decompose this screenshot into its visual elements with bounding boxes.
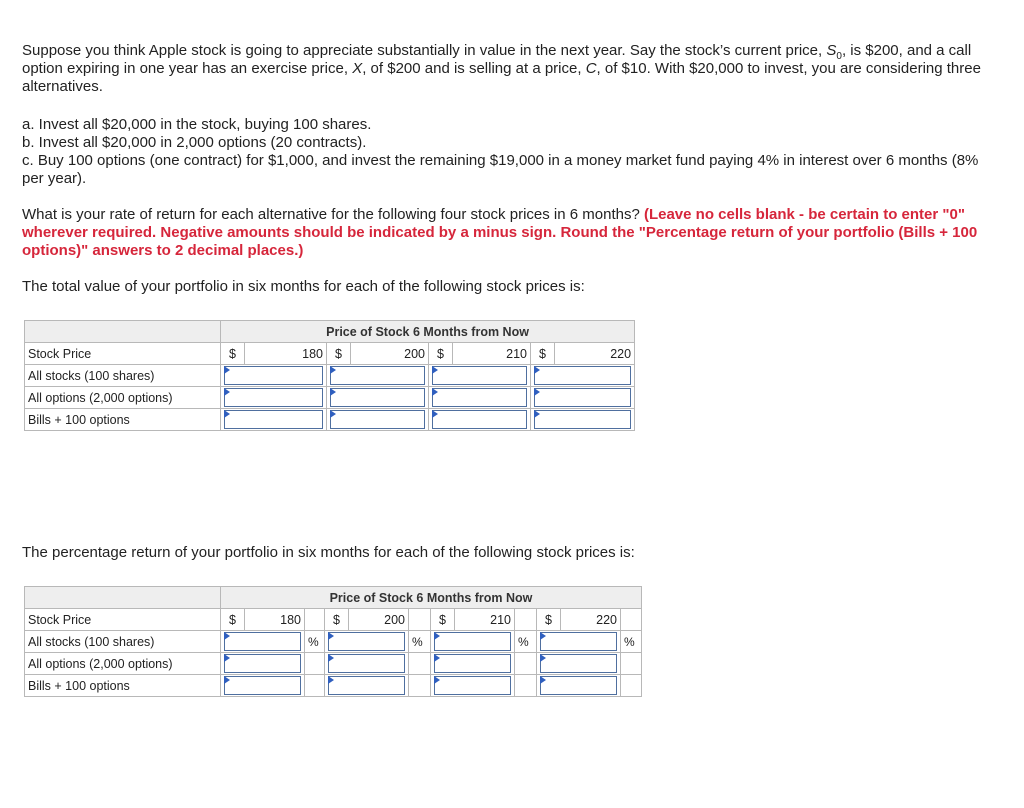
price-200: 200: [351, 343, 429, 365]
table-header: Price of Stock 6 Months from Now: [221, 587, 642, 609]
currency-symbol: $: [325, 609, 349, 631]
percent-sign: %: [409, 631, 431, 653]
row-label: All options (2,000 options): [25, 387, 221, 409]
price-210: 210: [453, 343, 531, 365]
row-label: All stocks (100 shares): [25, 365, 221, 387]
currency-symbol: $: [537, 609, 561, 631]
problem-intro: Suppose you think Apple stock is going to appreciate substantially in value in the next year. Say the stock’s current price, $S_0$, is $200, and a call option expiring in one year has an exercise price, X, of $200 and is selling at a price, C, of $10. With $20,000 to invest, you are considering three alternatives.: [22, 42, 981, 95]
value-input[interactable]: [224, 410, 323, 429]
value-input[interactable]: [432, 388, 527, 407]
currency-symbol: $: [221, 343, 245, 365]
table-header: Price of Stock 6 Months from Now: [221, 321, 635, 343]
value-table: [24, 320, 635, 431]
table-row: [25, 675, 642, 697]
instructions: (Leave no cells blank - be certain to enter "0" wherever required. Negative amounts should be indicated by a minus sign. Round the "Percentage return of your portfolio (Bills + 100 options)" answers to 2 decimal places.): [22, 206, 978, 259]
value-input[interactable]: [534, 366, 631, 385]
row-label: Stock Price: [25, 343, 221, 365]
currency-symbol: $: [327, 343, 351, 365]
percent-input[interactable]: [434, 676, 511, 695]
price-180: 180: [245, 609, 305, 631]
table-header-row: [25, 587, 642, 609]
alternative-c: c. Buy 100 options (one contract) for $1,000, and invest the remaining $19,000 in a money market fund paying 4% in interest over 6 months (8% per year).: [22, 152, 979, 187]
value-input[interactable]: [330, 410, 425, 429]
value-input[interactable]: [330, 388, 425, 407]
currency-symbol: $: [221, 609, 245, 631]
value-input[interactable]: [432, 410, 527, 429]
percent-input[interactable]: [224, 676, 301, 695]
price-220: 220: [555, 343, 635, 365]
alternative-b: b. Invest all $20,000 in 2,000 options (20 contracts).: [22, 134, 367, 151]
value-input[interactable]: [224, 366, 323, 385]
row-label: All stocks (100 shares): [25, 631, 221, 653]
price-200: 200: [349, 609, 409, 631]
row-label: All options (2,000 options): [25, 653, 221, 675]
percent-input[interactable]: [328, 676, 405, 695]
table-row: [25, 631, 642, 653]
currency-symbol: $: [429, 343, 453, 365]
row-label: Bills + 100 options: [25, 409, 221, 431]
percent-table: [24, 586, 642, 697]
alternative-a: a. Invest all $20,000 in the stock, buying 100 shares.: [22, 116, 372, 133]
price-220: 220: [561, 609, 621, 631]
currency-symbol: $: [431, 609, 455, 631]
table-row: [25, 365, 635, 387]
percent-input[interactable]: [328, 632, 405, 651]
row-label: Bills + 100 options: [25, 675, 221, 697]
table-row: [25, 409, 635, 431]
percent-input[interactable]: [224, 632, 301, 651]
stock-price-row: [25, 609, 642, 631]
value-input[interactable]: [330, 366, 425, 385]
percent-input[interactable]: [434, 654, 511, 673]
question: What is your rate of return for each alternative for the following four stock prices in 6 months? (Leave no cells blank - be certain to enter "0" wherever required. Negative amounts should be indicated by a minus sign. Round the "Percentage return of your portfolio (Bills + 100 options)" answers to 2 decimal places.): [22, 206, 978, 259]
percent-sign: %: [621, 631, 642, 653]
value-input[interactable]: [224, 388, 323, 407]
section-title-value: The total value of your portfolio in six months for each of the following stock prices is:: [22, 278, 585, 295]
currency-symbol: $: [531, 343, 555, 365]
percent-input[interactable]: [434, 632, 511, 651]
percent-input[interactable]: [540, 654, 617, 673]
percent-sign: %: [305, 631, 325, 653]
row-label: Stock Price: [25, 609, 221, 631]
value-input[interactable]: [534, 410, 631, 429]
table-header-row: [25, 321, 635, 343]
price-210: 210: [455, 609, 515, 631]
percent-input[interactable]: [540, 676, 617, 695]
price-180: 180: [245, 343, 327, 365]
table-row: [25, 387, 635, 409]
percent-input[interactable]: [224, 654, 301, 673]
value-input[interactable]: [534, 388, 631, 407]
percent-sign: %: [515, 631, 537, 653]
percent-input[interactable]: [328, 654, 405, 673]
value-input[interactable]: [432, 366, 527, 385]
percent-input[interactable]: [540, 632, 617, 651]
table-row: [25, 653, 642, 675]
section-title-percent: The percentage return of your portfolio in six months for each of the following stock prices is:: [22, 544, 635, 561]
stock-price-row: [25, 343, 635, 365]
